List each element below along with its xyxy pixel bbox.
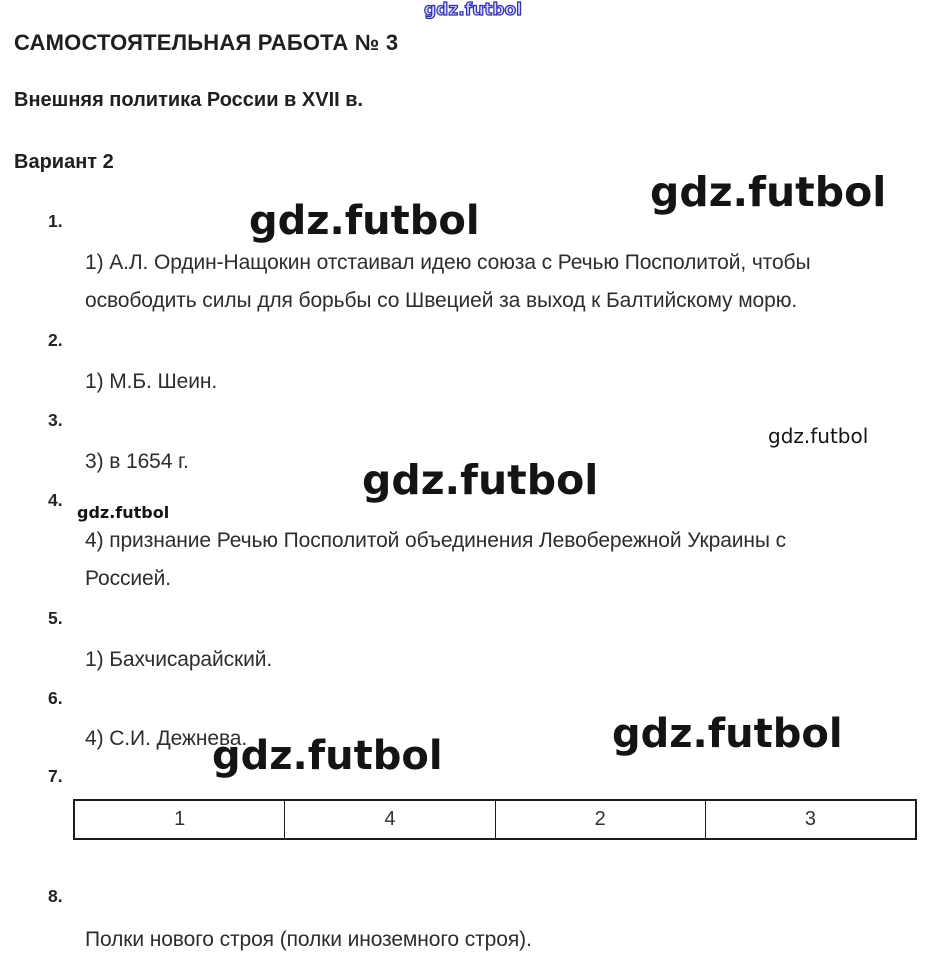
question-number-4: 4. (48, 490, 63, 510)
watermark: gdz.futbol (768, 424, 869, 448)
question-number-1: 1. (48, 211, 63, 231)
watermark: gdz.futbol (362, 456, 599, 504)
question-number-5: 5. (48, 608, 63, 628)
question-number-3: 3. (48, 410, 63, 430)
watermark: gdz.futbol (212, 733, 443, 779)
answer-3-line-1: 3) в 1654 г. (85, 450, 189, 473)
answer-1-line-2: освободить силы для борьбы со Швецией за выход к Балтийскому морю. (85, 289, 798, 312)
answer-5-line-1: 1) Бахчисарайский. (85, 648, 273, 671)
question-number-6: 6. (48, 688, 63, 708)
answer-2-line-1: 1) М.Б. Шеин. (85, 370, 218, 393)
table-cell-3: 2 (495, 801, 705, 838)
question-number-2: 2. (48, 330, 63, 350)
variant-label: Вариант 2 (14, 151, 114, 173)
watermark: gdz.futbol (424, 0, 522, 20)
answer-8-line-1: Полки нового строя (полки иноземного строя). (85, 928, 532, 951)
question-number-8: 8. (48, 886, 63, 906)
watermark: gdz.futbol (249, 198, 480, 244)
table-cell-2: 4 (284, 801, 494, 838)
page-title: САМОСТОЯТЕЛЬНАЯ РАБОТА № 3 (14, 30, 399, 55)
table-cell-1: 1 (174, 808, 186, 830)
question-number-7: 7. (48, 766, 63, 786)
watermark: gdz.futbol (77, 503, 170, 522)
watermark: gdz.futbol (650, 168, 887, 216)
watermark: gdz.futbol (612, 711, 843, 757)
answer-1-line-1: 1) А.Л. Ордин-Нащокин отстаивал идею союза с Речью Посполитой, чтобы (85, 251, 811, 274)
answer-4-line-2: Россией. (85, 567, 171, 590)
answer-table (73, 799, 917, 840)
answer-4-line-1: 4) признание Речью Посполитой объединения Левобережной Украины с (85, 529, 787, 552)
answer-6-line-1: 4) С.И. Дежнева. (85, 727, 248, 750)
table-cell-4: 3 (705, 801, 915, 838)
page-subtitle: Внешняя политика России в XVII в. (14, 89, 364, 111)
